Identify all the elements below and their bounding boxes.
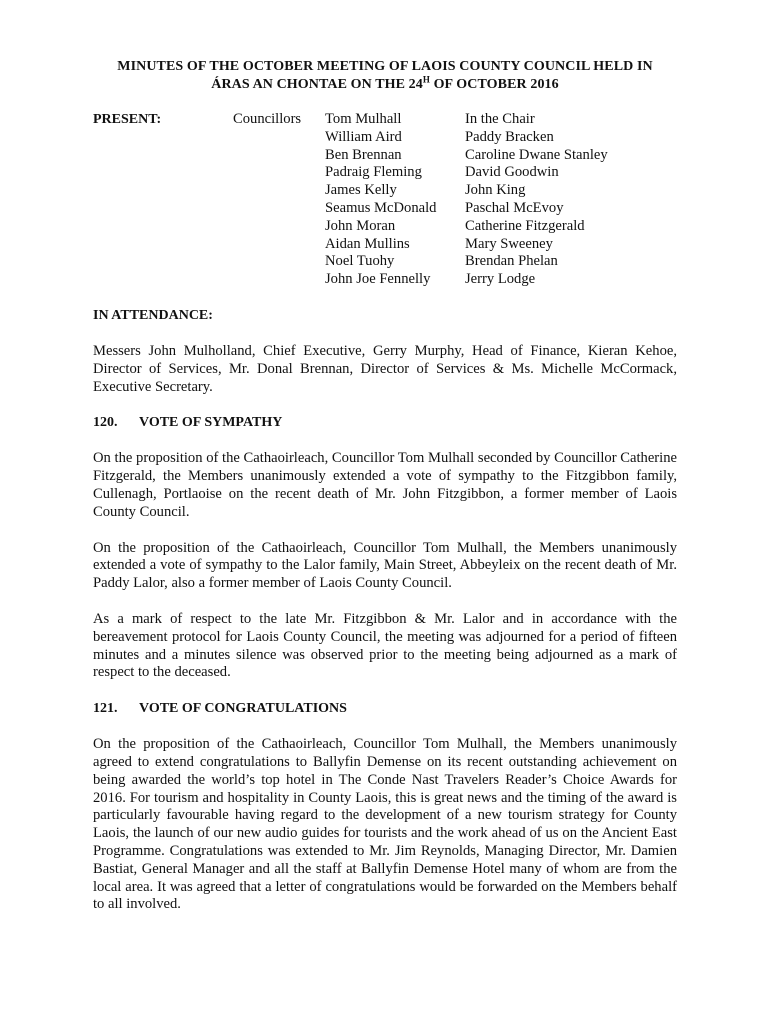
present-label: PRESENT: (93, 112, 162, 127)
section-heading-congratulations (93, 700, 677, 718)
minutes-page (93, 58, 677, 914)
attendance-heading: IN ATTENDANCE: (93, 307, 213, 323)
attendee-name: Mary Sweeney (465, 235, 553, 252)
section-heading-sympathy (93, 414, 677, 432)
attendee-name: Catherine Fitzgerald (465, 217, 585, 234)
section-number: 120. (93, 415, 118, 431)
attendee-name: Paschal McEvoy (465, 199, 564, 216)
attendee-name: John Moran (325, 217, 396, 234)
attendee-name: John King (465, 182, 526, 199)
paragraph: On the proposition of the Cathaoirleach, Councillor Tom Mulhall, the Members unanimously agreed to extend congratulations to Ballyfin Demense on its recent outstanding achievement on being awarded the world’s top hotel in The Conde Nast Travelers Reader’s Choice Awards for 2016. For tourism and hospitality in County Laois, this is great news and the timing of the award is particularly favourable having regard to the development of a new tourism strategy for County Laois, the launch of our new audio guides for tourists and the work ahead of us on the Ancient East Programme. Congratulations was extended to Mr. Jim Reynolds, Managing Director, Mr. Damien Bastiat, General Manager and all the staff at Ballyfin Demense Hotel many of whom are from the local area. It was agreed that a letter of congratulations would be forwarded on the Members behalf to all involved. (93, 736, 677, 913)
section-title: VOTE OF CONGRATULATIONS (139, 701, 347, 717)
attendee-name: Caroline Dwane Stanley (465, 146, 608, 163)
attendee-name: In the Chair (465, 111, 535, 127)
title-line-2-start: ÁRAS AN CHONTAE ON THE 24 (211, 77, 423, 92)
attendee-name: Seamus McDonald (325, 199, 437, 216)
attendee-name: Noel Tuohy (325, 253, 395, 270)
attendee-name: Brendan Phelan (465, 253, 558, 270)
section-number: 121. (93, 701, 118, 717)
document-title (93, 58, 677, 94)
paragraph: On the proposition of the Cathaoirleach, Councillor Tom Mulhall seconded by Councillor Catherine Fitzgerald, the Members unanimously extended a vote of sympathy to the Fitzgibbon family, Cullenagh, Portlaoise on the recent death of Mr. John Fitzgibbon, a former member of Laois County Council. (93, 450, 677, 520)
attendee-name: Padraig Fleming (325, 164, 422, 181)
attendee-name: Ben Brennan (325, 146, 402, 163)
attendee-name: Paddy Bracken (465, 128, 554, 145)
councillors-label: Councillors (233, 111, 302, 127)
section-title: VOTE OF SYMPATHY (139, 415, 283, 431)
title-superscript: H (422, 74, 430, 85)
attendees-column-a (325, 111, 465, 289)
attendee-name: Jerry Lodge (465, 271, 536, 288)
title-line-2 (93, 76, 677, 94)
attendee-name: William Aird (325, 128, 402, 145)
paragraph: On the proposition of the Cathaoirleach, Councillor Tom Mulhall, the Members unanimously extended a vote of sympathy to the Lalor family, Main Street, Abbeyleix on the recent death of Mr. Paddy Lalor, also a former member of Laois County Council. (93, 539, 677, 592)
title-line-1: MINUTES OF THE OCTOBER MEETING OF LAOIS COUNTY COUNCIL HELD IN (117, 59, 653, 74)
attendance-text: Messers John Mulholland, Chief Executive, Gerry Murphy, Head of Finance, Kieran Kehoe, Director of Services, Mr. Donal Brennan, Director of Services & Ms. Michelle McCormack, Executive Secretary. (93, 342, 677, 395)
present-section (93, 111, 677, 289)
attendee-name: James Kelly (325, 182, 397, 199)
attendee-name: Tom Mulhall (325, 111, 402, 127)
attendee-name: David Goodwin (465, 164, 559, 181)
attendees-column-b (465, 111, 677, 289)
paragraph: As a mark of respect to the late Mr. Fitzgibbon & Mr. Lalor and in accordance with the bereavement protocol for Laois County Council, the meeting was adjourned for a period of fifteen minutes and a minutes silence was observed prior to the meeting being adjourned as a mark of respect to the deceased. (93, 610, 677, 681)
title-line-2-end: OF OCTOBER 2016 (429, 77, 559, 92)
attendee-name: Aidan Mullins (325, 235, 410, 252)
attendee-name: John Joe Fennelly (325, 271, 431, 288)
